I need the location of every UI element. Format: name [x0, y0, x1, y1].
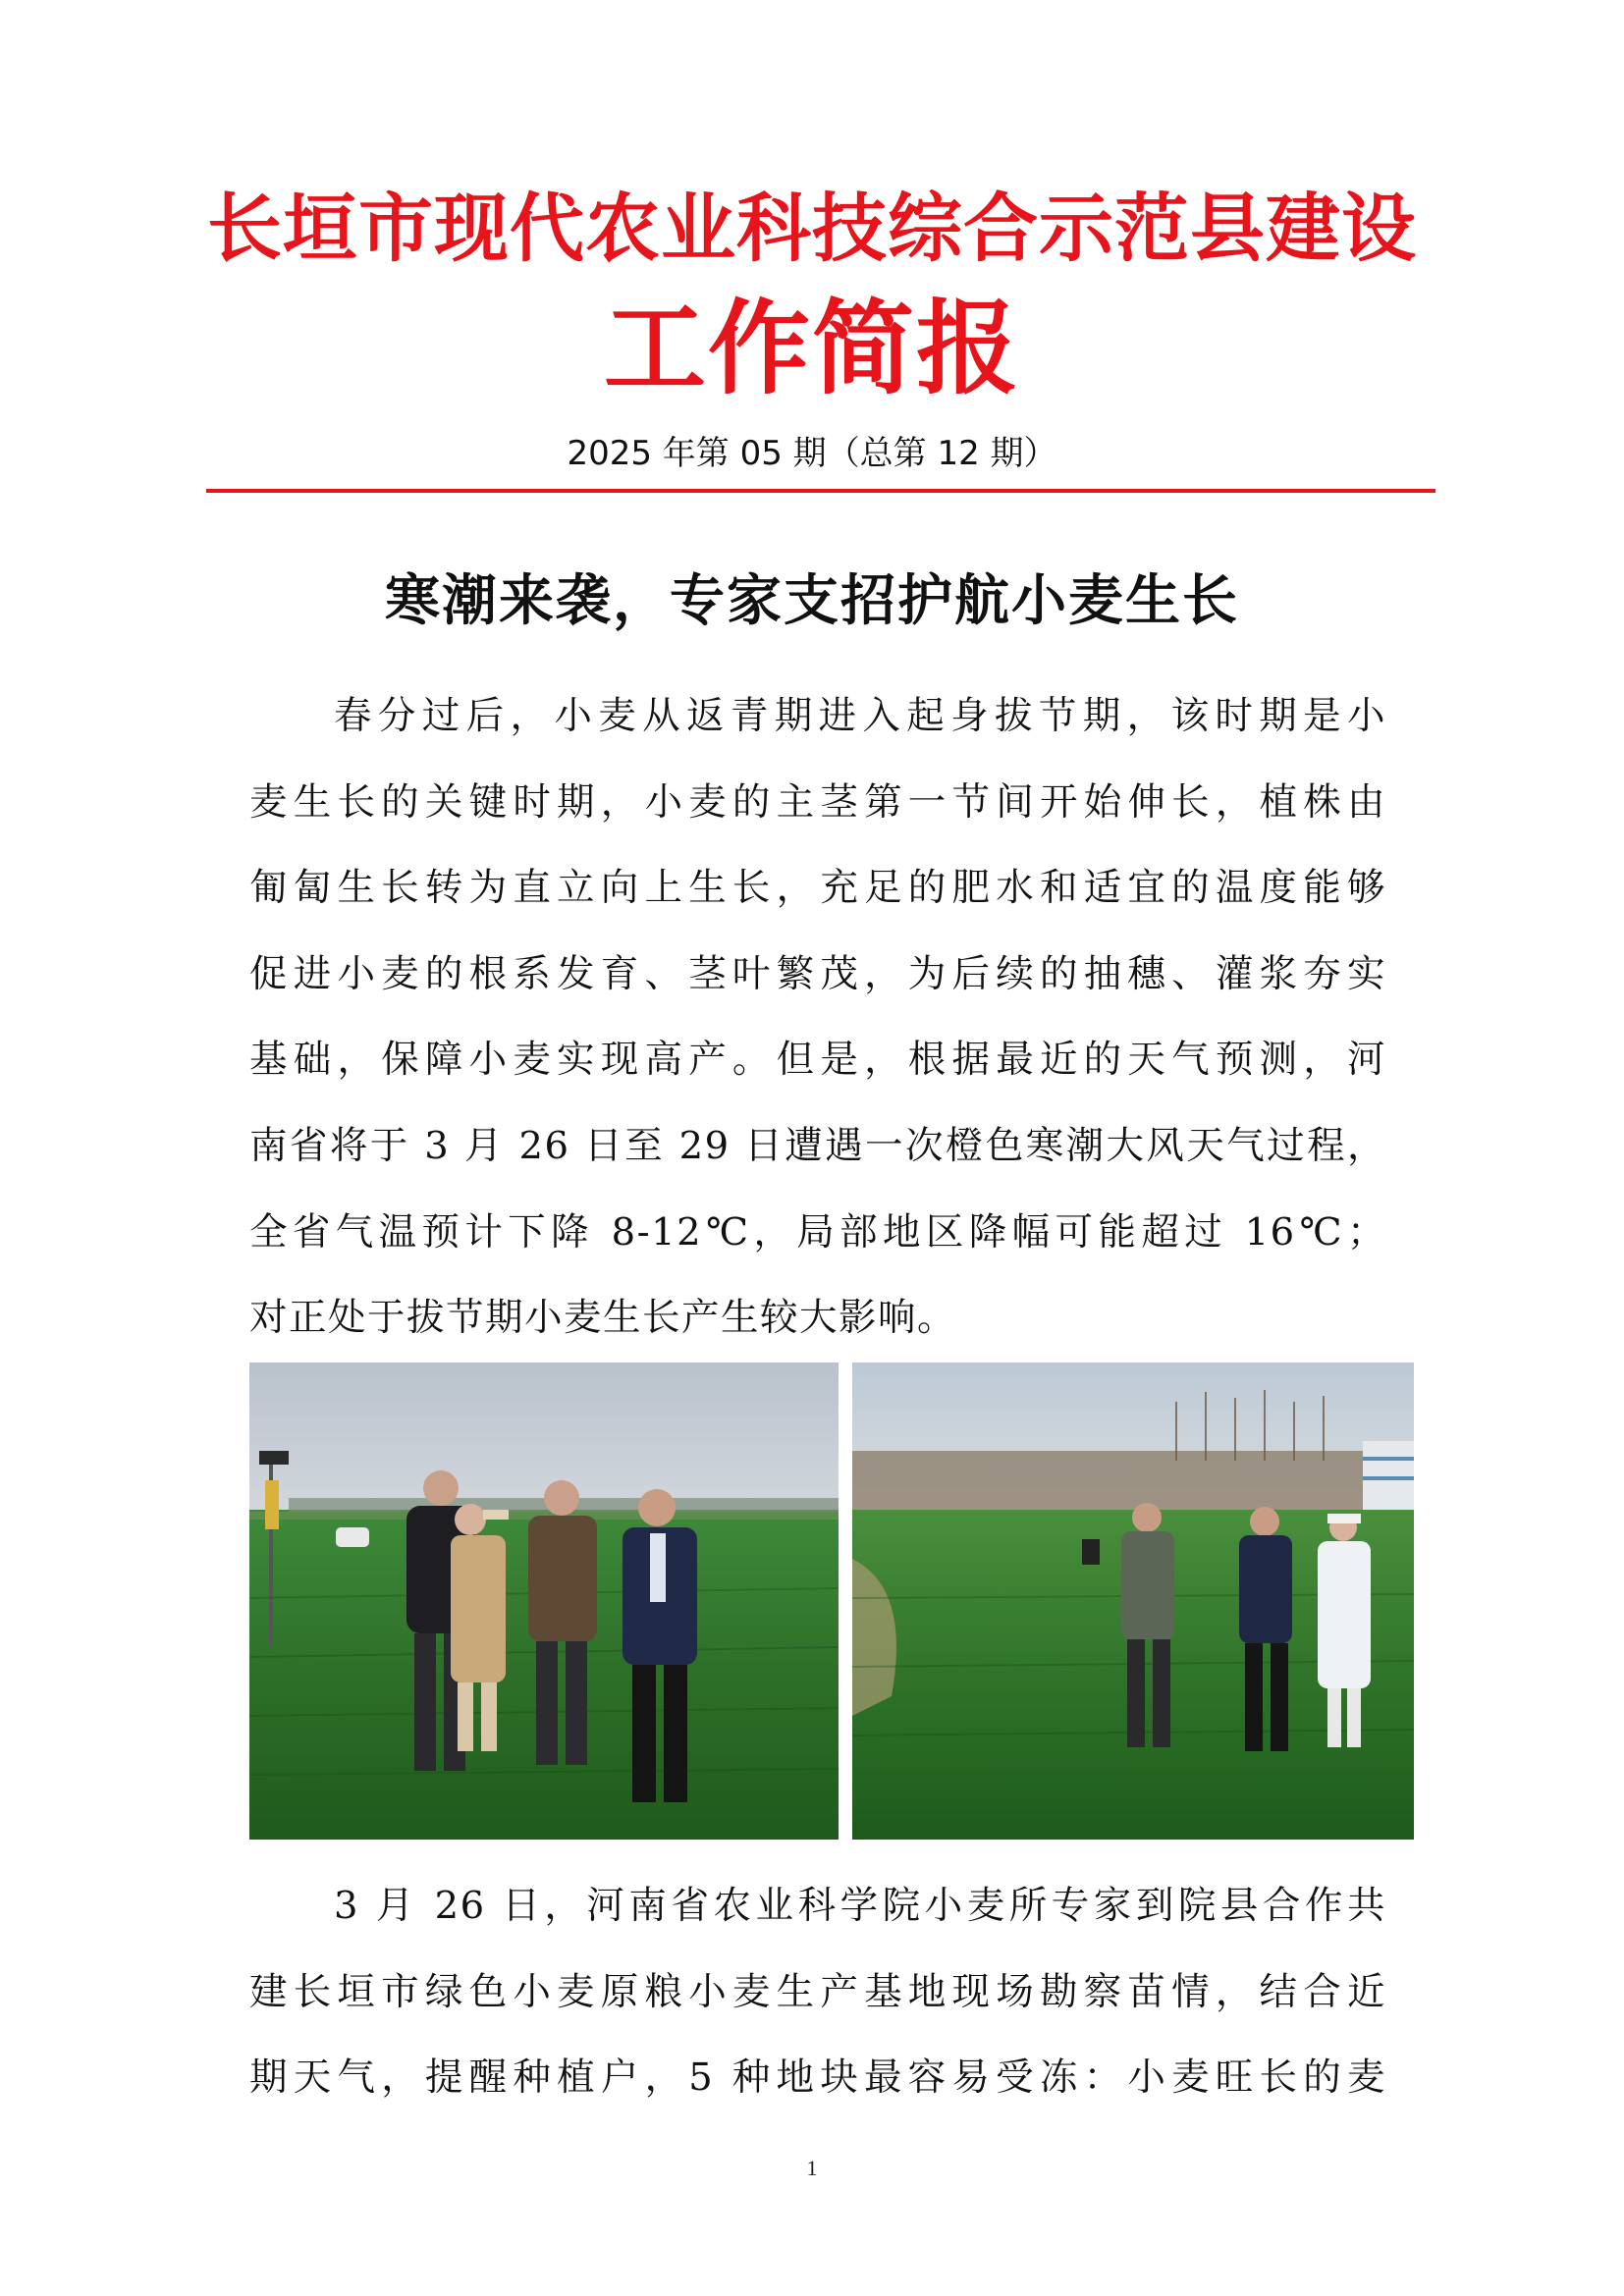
paragraph-line: 基础，保障小麦实现高产。但是，根据最近的天气预测，河 [249, 1038, 1386, 1083]
header-divider [206, 489, 1435, 493]
paragraph-line: 促进小麦的根系发育、茎叶繁茂，为后续的抽穗、灌浆夯实 [249, 951, 1386, 996]
paragraph-line: 匍匐生长转为直立向上生长，充足的肥水和适宜的温度能够 [249, 866, 1386, 911]
paragraph-line: 全省气温预计下降 8-12℃，局部地区降幅可能超过 16℃； [249, 1209, 1386, 1255]
field-visit-photo-left [249, 1362, 839, 1840]
article-paragraph-2 [249, 1863, 1386, 2121]
field-visit-photo-right [852, 1362, 1414, 1840]
paragraph-line: 期天气，提醒种植户，5 种地块最容易受冻：小麦旺长的麦 [249, 2056, 1386, 2101]
paragraph-line: 麦生长的关键时期，小麦的主茎第一节间开始伸长，植株由 [249, 779, 1386, 825]
paragraph-line: 春分过后，小麦从返青期进入起身拔节期，该时期是小 [334, 694, 1386, 738]
article-title: 寒潮来袭，专家支招护航小麦生长 [385, 568, 1239, 633]
page-number: 1 [806, 2156, 818, 2180]
photo-row [249, 1362, 1410, 1840]
article-paragraph-1 [249, 673, 1386, 1362]
paragraph-line: 建长垣市绿色小麦原粮小麦生产基地现场勘察苗情，结合近 [249, 1969, 1386, 2014]
masthead-title: 长垣市现代农业科技综合示范县建设 [207, 185, 1417, 272]
paragraph-line: 南省将于 3 月 26 日至 29 日遭遇一次橙色寒潮大风天气过程， [249, 1123, 1386, 1168]
issue-number: 2025 年第 05 期（总第 12 期） [567, 434, 1057, 473]
masthead-subtitle: 工作简报 [603, 288, 1020, 408]
paragraph-line: 3 月 26 日，河南省农业科学院小麦所专家到院县合作共 [334, 1884, 1386, 1928]
paragraph-line: 对正处于拔节期小麦生长产生较大影响。 [249, 1296, 957, 1341]
